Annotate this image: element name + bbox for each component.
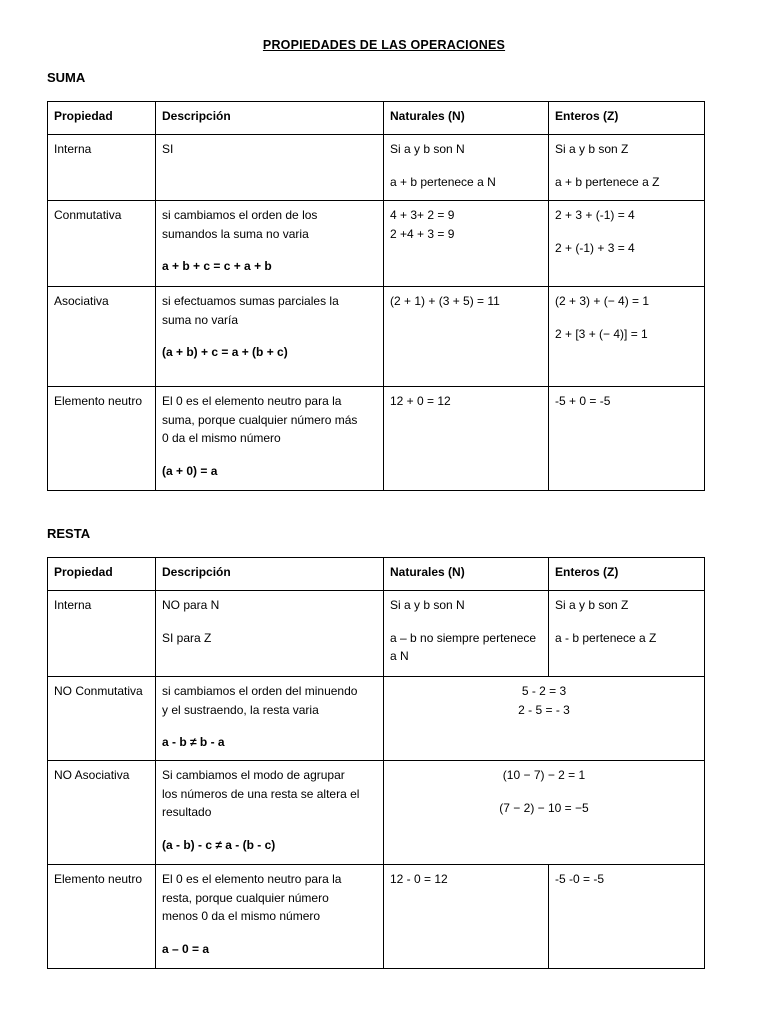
- propiedad-cell: Interna: [48, 135, 156, 201]
- table-row: [48, 135, 705, 201]
- naturales-cell: Si a y b son N a + b pertenece a N: [384, 135, 549, 201]
- header-enteros: Enteros (Z): [549, 102, 705, 135]
- enteros-cell: Si a y b son Z a - b pertenece a Z: [549, 591, 705, 677]
- table-row: [48, 201, 705, 287]
- table-header-row: [48, 558, 705, 591]
- header-propiedad: Propiedad: [48, 102, 156, 135]
- page-title: PROPIEDADES DE LAS OPERACIONES: [262, 38, 506, 52]
- descripcion-cell: NO para N SI para Z: [156, 591, 384, 677]
- propiedad-cell: Conmutativa: [48, 201, 156, 287]
- resta-heading: RESTA: [47, 526, 91, 541]
- descripcion-cell: si efectuamos sumas parciales la suma no varía (a + b) + c = a + (b + c): [156, 287, 384, 387]
- table-row: [48, 287, 705, 387]
- propiedad-cell: Elemento neutro: [48, 865, 156, 969]
- enteros-cell: (2 + 3) + (− 4) = 1 2 + [3 + (− 4)] = 1: [549, 287, 705, 387]
- naturales-cell: 12 + 0 = 12: [384, 387, 549, 491]
- propiedad-cell: Asociativa: [48, 287, 156, 387]
- propiedad-cell: Elemento neutro: [48, 387, 156, 491]
- descripcion-cell: SI: [156, 135, 384, 201]
- descripcion-cell: El 0 es el elemento neutro para la suma, porque cualquier número más 0 da el mismo número (a + 0) = a: [156, 387, 384, 491]
- resta-table: [47, 557, 705, 969]
- naturales-cell: 4 + 3+ 2 = 9 2 +4 + 3 = 9: [384, 201, 549, 287]
- suma-heading: SUMA: [47, 70, 86, 85]
- descripcion-cell: si cambiamos el orden del minuendo y el sustraendo, la resta varia a - b ≠ b - a: [156, 677, 384, 761]
- descripcion-cell: Si cambiamos el modo de agrupar los números de una resta se altera el resultado (a - b) - c ≠ a - (b - c): [156, 761, 384, 865]
- naturales-cell: 12 - 0 = 12: [384, 865, 549, 969]
- table-row: [48, 865, 705, 969]
- table-header-row: [48, 102, 705, 135]
- table-row: [48, 591, 705, 677]
- enteros-cell: -5 -0 = -5: [549, 865, 705, 969]
- naturales-cell: (2 + 1) + (3 + 5) = 11: [384, 287, 549, 387]
- propiedad-cell: NO Conmutativa: [48, 677, 156, 761]
- header-naturales: Naturales (N): [384, 102, 549, 135]
- table-row: [48, 761, 705, 865]
- propiedad-cell: Interna: [48, 591, 156, 677]
- suma-table: [47, 101, 705, 491]
- enteros-cell: -5 + 0 = -5: [549, 387, 705, 491]
- descripcion-cell: El 0 es el elemento neutro para la resta, porque cualquier número menos 0 da el mismo número a – 0 = a: [156, 865, 384, 969]
- header-descripcion: Descripción: [156, 558, 384, 591]
- header-naturales: Naturales (N): [384, 558, 549, 591]
- table-row: [48, 677, 705, 761]
- naturales-cell: Si a y b son N a – b no siempre pertenece a N: [384, 591, 549, 677]
- propiedad-cell: NO Asociativa: [48, 761, 156, 865]
- header-enteros: Enteros (Z): [549, 558, 705, 591]
- enteros-cell: Si a y b son Z a + b pertenece a Z: [549, 135, 705, 201]
- enteros-cell: 2 + 3 + (-1) = 4 2 + (-1) + 3 = 4: [549, 201, 705, 287]
- table-row: [48, 387, 705, 491]
- header-descripcion: Descripción: [156, 102, 384, 135]
- header-propiedad: Propiedad: [48, 558, 156, 591]
- descripcion-cell: si cambiamos el orden de los sumandos la suma no varia a + b + c = c + a + b: [156, 201, 384, 287]
- example-cell: 5 - 2 = 3 2 - 5 = - 3: [384, 677, 705, 761]
- example-cell: (10 − 7) − 2 = 1 (7 − 2) − 10 = −5: [384, 761, 705, 865]
